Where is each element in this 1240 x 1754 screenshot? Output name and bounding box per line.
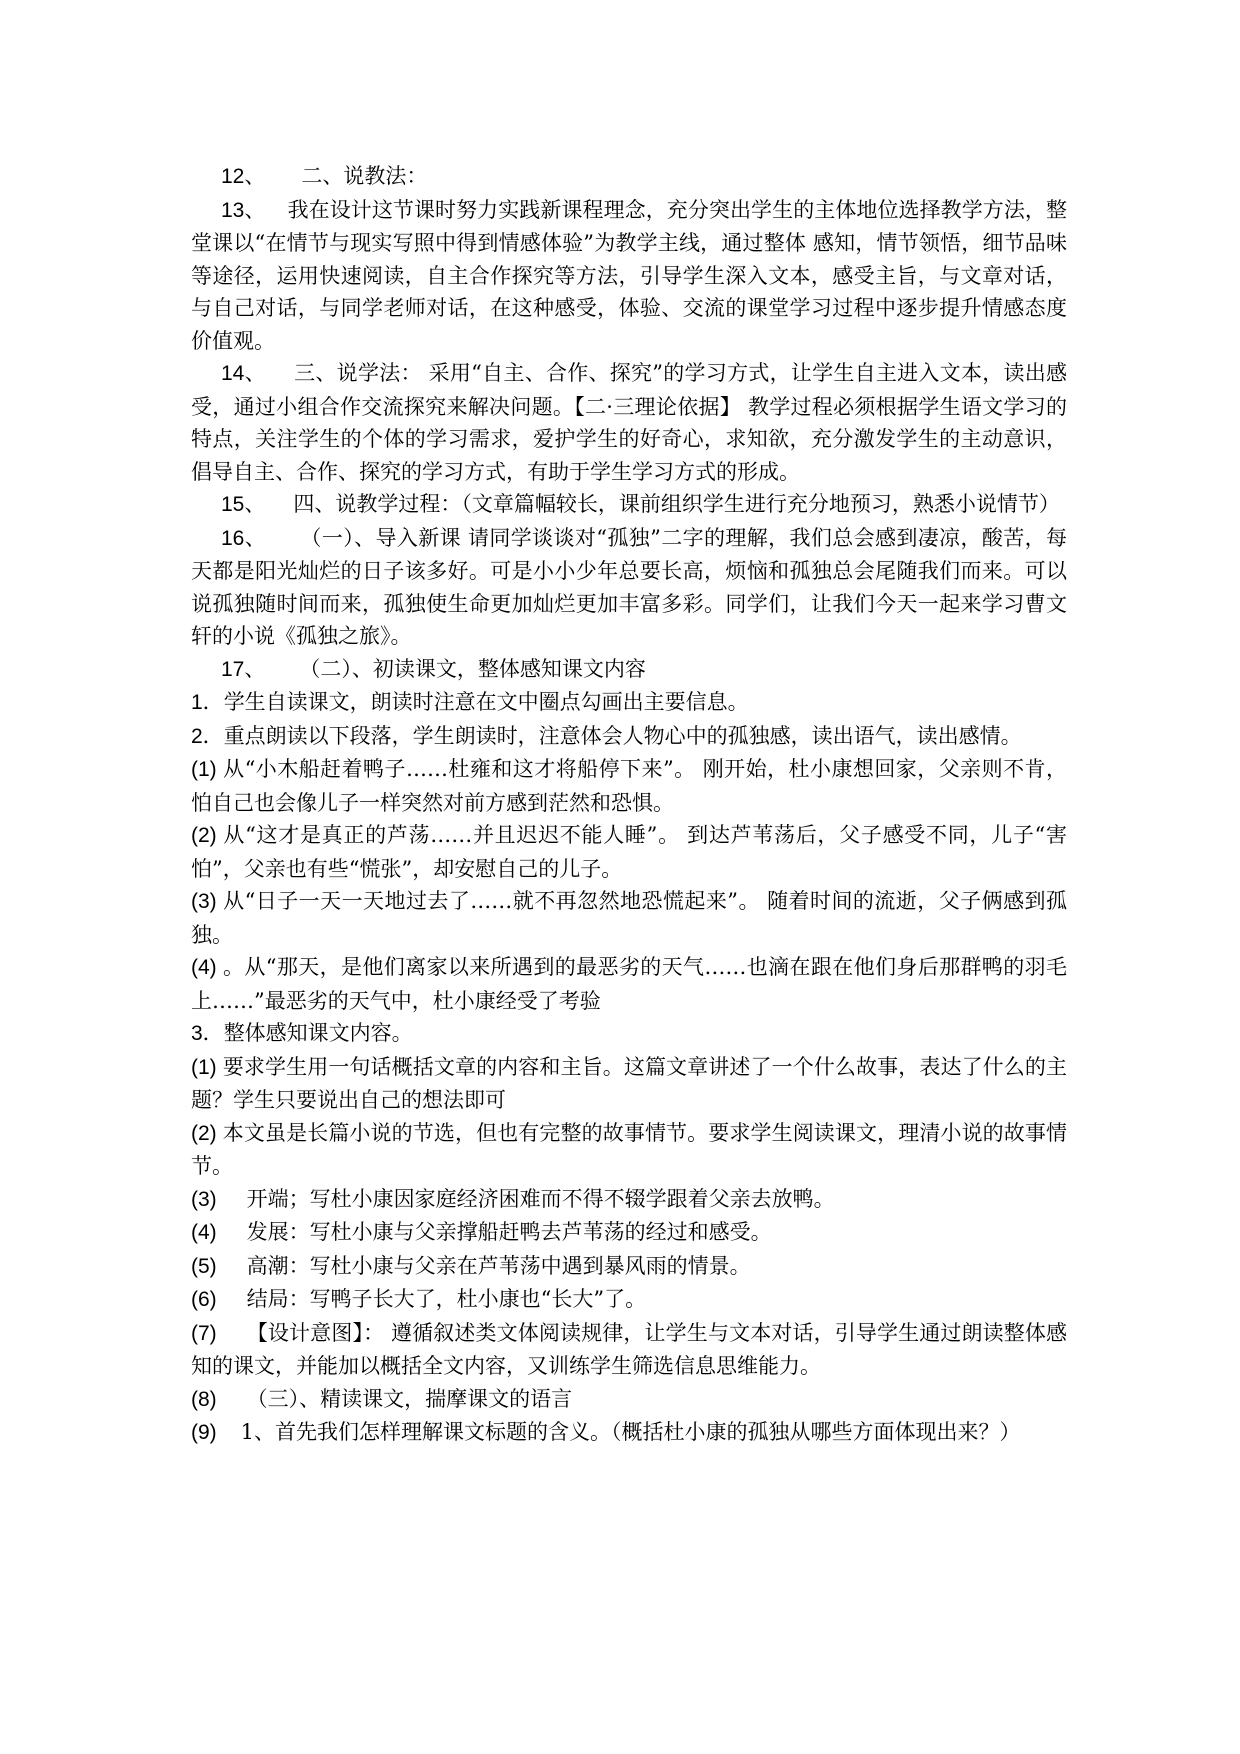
list-number: 3． xyxy=(191,1022,224,1045)
list-text: 开端；写杜小康因家庭经济困难而不得不辍学跟着父亲去放鸭。 xyxy=(246,1186,835,1211)
list-text: 重点朗读以下段落，学生朗读时，注意体会人物心中的孤独感，读出语气，读出感情。 xyxy=(223,723,1022,748)
list-item xyxy=(191,720,1067,754)
list-number: 2． xyxy=(191,724,224,748)
list-item xyxy=(191,1183,1067,1217)
paragraph-text: 四、说教学过程：（文章篇幅较长，课前组织学生进行充分地预习，熟悉小说情节） xyxy=(293,492,1060,516)
list-item xyxy=(191,819,1067,885)
paragraph-14 xyxy=(191,357,1067,488)
list-item xyxy=(191,951,1067,1017)
list-text: 从“日子一天一天地过去了……就不再忽然地恐慌起来”。 随着时间的流逝，父子俩感到孤独。 xyxy=(191,889,1067,947)
list-item xyxy=(191,885,1067,951)
list-number: (3) xyxy=(191,1187,217,1211)
paragraph-number: 16、 xyxy=(221,526,267,550)
list-number: (1) xyxy=(191,1055,217,1079)
list-number: (6) xyxy=(191,1288,217,1311)
document-page xyxy=(191,160,1067,1450)
paragraph-number: 15、 xyxy=(221,493,266,516)
list-number: 1． xyxy=(191,691,224,714)
list-text: 高潮：写杜小康与父亲在芦苇荡中遇到暴风雨的情景。 xyxy=(246,1253,751,1278)
list-number: (5) xyxy=(191,1254,217,1278)
paragraph-13 xyxy=(191,194,1067,358)
list-text: 从“这才是真正的芦荡……并且迟迟不能人睡”。 到达芦苇荡后，父子感受不同，儿子“害怕”，父亲也有些“慌张”，却安慰自己的儿子。 xyxy=(191,823,1067,881)
list-item xyxy=(191,1416,1067,1450)
list-number: (3) xyxy=(191,890,217,913)
paragraph-number: 12、 xyxy=(221,165,266,188)
paragraph-text: 三、说学法： 采用“自主、合作、探究”的学习方式，让学生自主进入文本，读出感受，通过小组合作交流探究来解决问题。【二·三理论依据】 教学过程必须根据学生语文学习的特点，关注学生的个体的学习需求，爱护学生的好奇心，求知欲，充分激发学生的主动意识，倡导自主、合作、探究的学习方式，有助于学生学习方式的形成。 xyxy=(191,361,1067,484)
paragraph-text: （二）、初读课文，整体感知课文内容 xyxy=(299,656,646,681)
paragraph-number: 17、 xyxy=(221,657,266,681)
list-number: (8) xyxy=(191,1387,217,1411)
list-text: 整体感知课文内容。 xyxy=(223,1021,413,1045)
list-number: (4) xyxy=(191,1221,217,1244)
list-text: 。从“那天，是他们离家以来所遇到的最恶劣的天气……也滴在跟在他们身后那群鸭的羽毛上……”最恶劣的天气中，杜小康经受了考验 xyxy=(191,955,1067,1013)
paragraph-15 xyxy=(191,488,1067,522)
list-number: (9) xyxy=(191,1421,217,1444)
paragraph-text: 二、说教法： xyxy=(301,164,428,188)
list-item xyxy=(191,1216,1067,1250)
list-text: 【设计意图】： 遵循叙述类文体阅读规律，让学生与文本对话，引导学生通过朗读整体感知的课文，并能加以概括全文内容，又训练学生筛选信息思维能力。 xyxy=(191,1320,1067,1378)
list-text: 1、首先我们怎样理解课文标题的含义。（概括杜小康的孤独从哪些方面体现出来？） xyxy=(240,1420,1021,1444)
list-text: 学生自读课文，朗读时注意在文中圈点勾画出主要信息。 xyxy=(223,690,749,714)
list-item xyxy=(191,1017,1067,1051)
list-text: 要求学生用一句话概括文章的内容和主旨。这篇文章讲述了一个什么故事，表达了什么的主题？学生只要说出自己的想法即可 xyxy=(191,1054,1067,1112)
list-text: 从“小木船赶着鸭子……杜雍和这才将船停下来”。 刚开始，杜小康想回家，父亲则不肯，怕自己也会像儿子一样突然对前方感到茫然和恐惧。 xyxy=(191,757,1067,815)
list-number: (2) xyxy=(191,1121,217,1145)
paragraph-number: 13、 xyxy=(221,198,266,222)
list-item xyxy=(191,1051,1067,1117)
paragraph-text: 我在设计这节课时努力实践新课程理念，充分突出学生的主体地位选择教学方法，整堂课以“在情节与现实写照中得到情感体验”为教学主线，通过整体 感知，情节领悟，细节品味等途径，运用快速阅读，自主合作探究等方法，引导学生深入文本，感受主旨，与文章对话，与自己对话，与同学老师对话，在这种感受，体验、交流的课堂学习过程中逐步提升情感态度价值观。 xyxy=(191,197,1068,353)
paragraph-12 xyxy=(191,160,1067,194)
list-item xyxy=(191,1117,1067,1183)
paragraph-16 xyxy=(191,522,1067,653)
list-item xyxy=(191,1250,1067,1284)
paragraph-17 xyxy=(191,653,1067,687)
list-text: 本文虽是长篇小说的节选，但也有完整的故事情节。要求学生阅读课文，理清小说的故事情节。 xyxy=(191,1120,1067,1178)
list-item xyxy=(191,753,1067,819)
paragraph-number: 14、 xyxy=(221,362,266,385)
list-item xyxy=(191,1383,1067,1417)
list-item xyxy=(191,686,1067,720)
list-text: 结局：写鸭子长大了，杜小康也“长大”了。 xyxy=(246,1287,647,1311)
list-number: (1) xyxy=(191,758,217,781)
list-text: 发展：写杜小康与父亲撑船赶鸭去芦苇荡的经过和感受。 xyxy=(246,1220,772,1244)
list-text: （三）、精读课文，揣摩课文的语言 xyxy=(246,1386,573,1411)
list-item xyxy=(191,1283,1067,1317)
list-item xyxy=(191,1317,1067,1383)
paragraph-text: （一）、导入新课 请同学谈谈对“孤独”二字的理解，我们总会感到凄凉，酸苦，每天都是阳光灿烂的日子该多好。可是小小少年总要长高，烦恼和孤独总会尾随我们而来。可以说孤独随时间而来，孤独使生命更加灿烂更加丰富多彩。同学们，让我们今天一起来学习曹文轩的小说《孤独之旅》。 xyxy=(191,525,1067,648)
list-number: (7) xyxy=(191,1321,217,1345)
list-number: (2) xyxy=(191,824,217,847)
list-number: (4) xyxy=(191,956,217,979)
